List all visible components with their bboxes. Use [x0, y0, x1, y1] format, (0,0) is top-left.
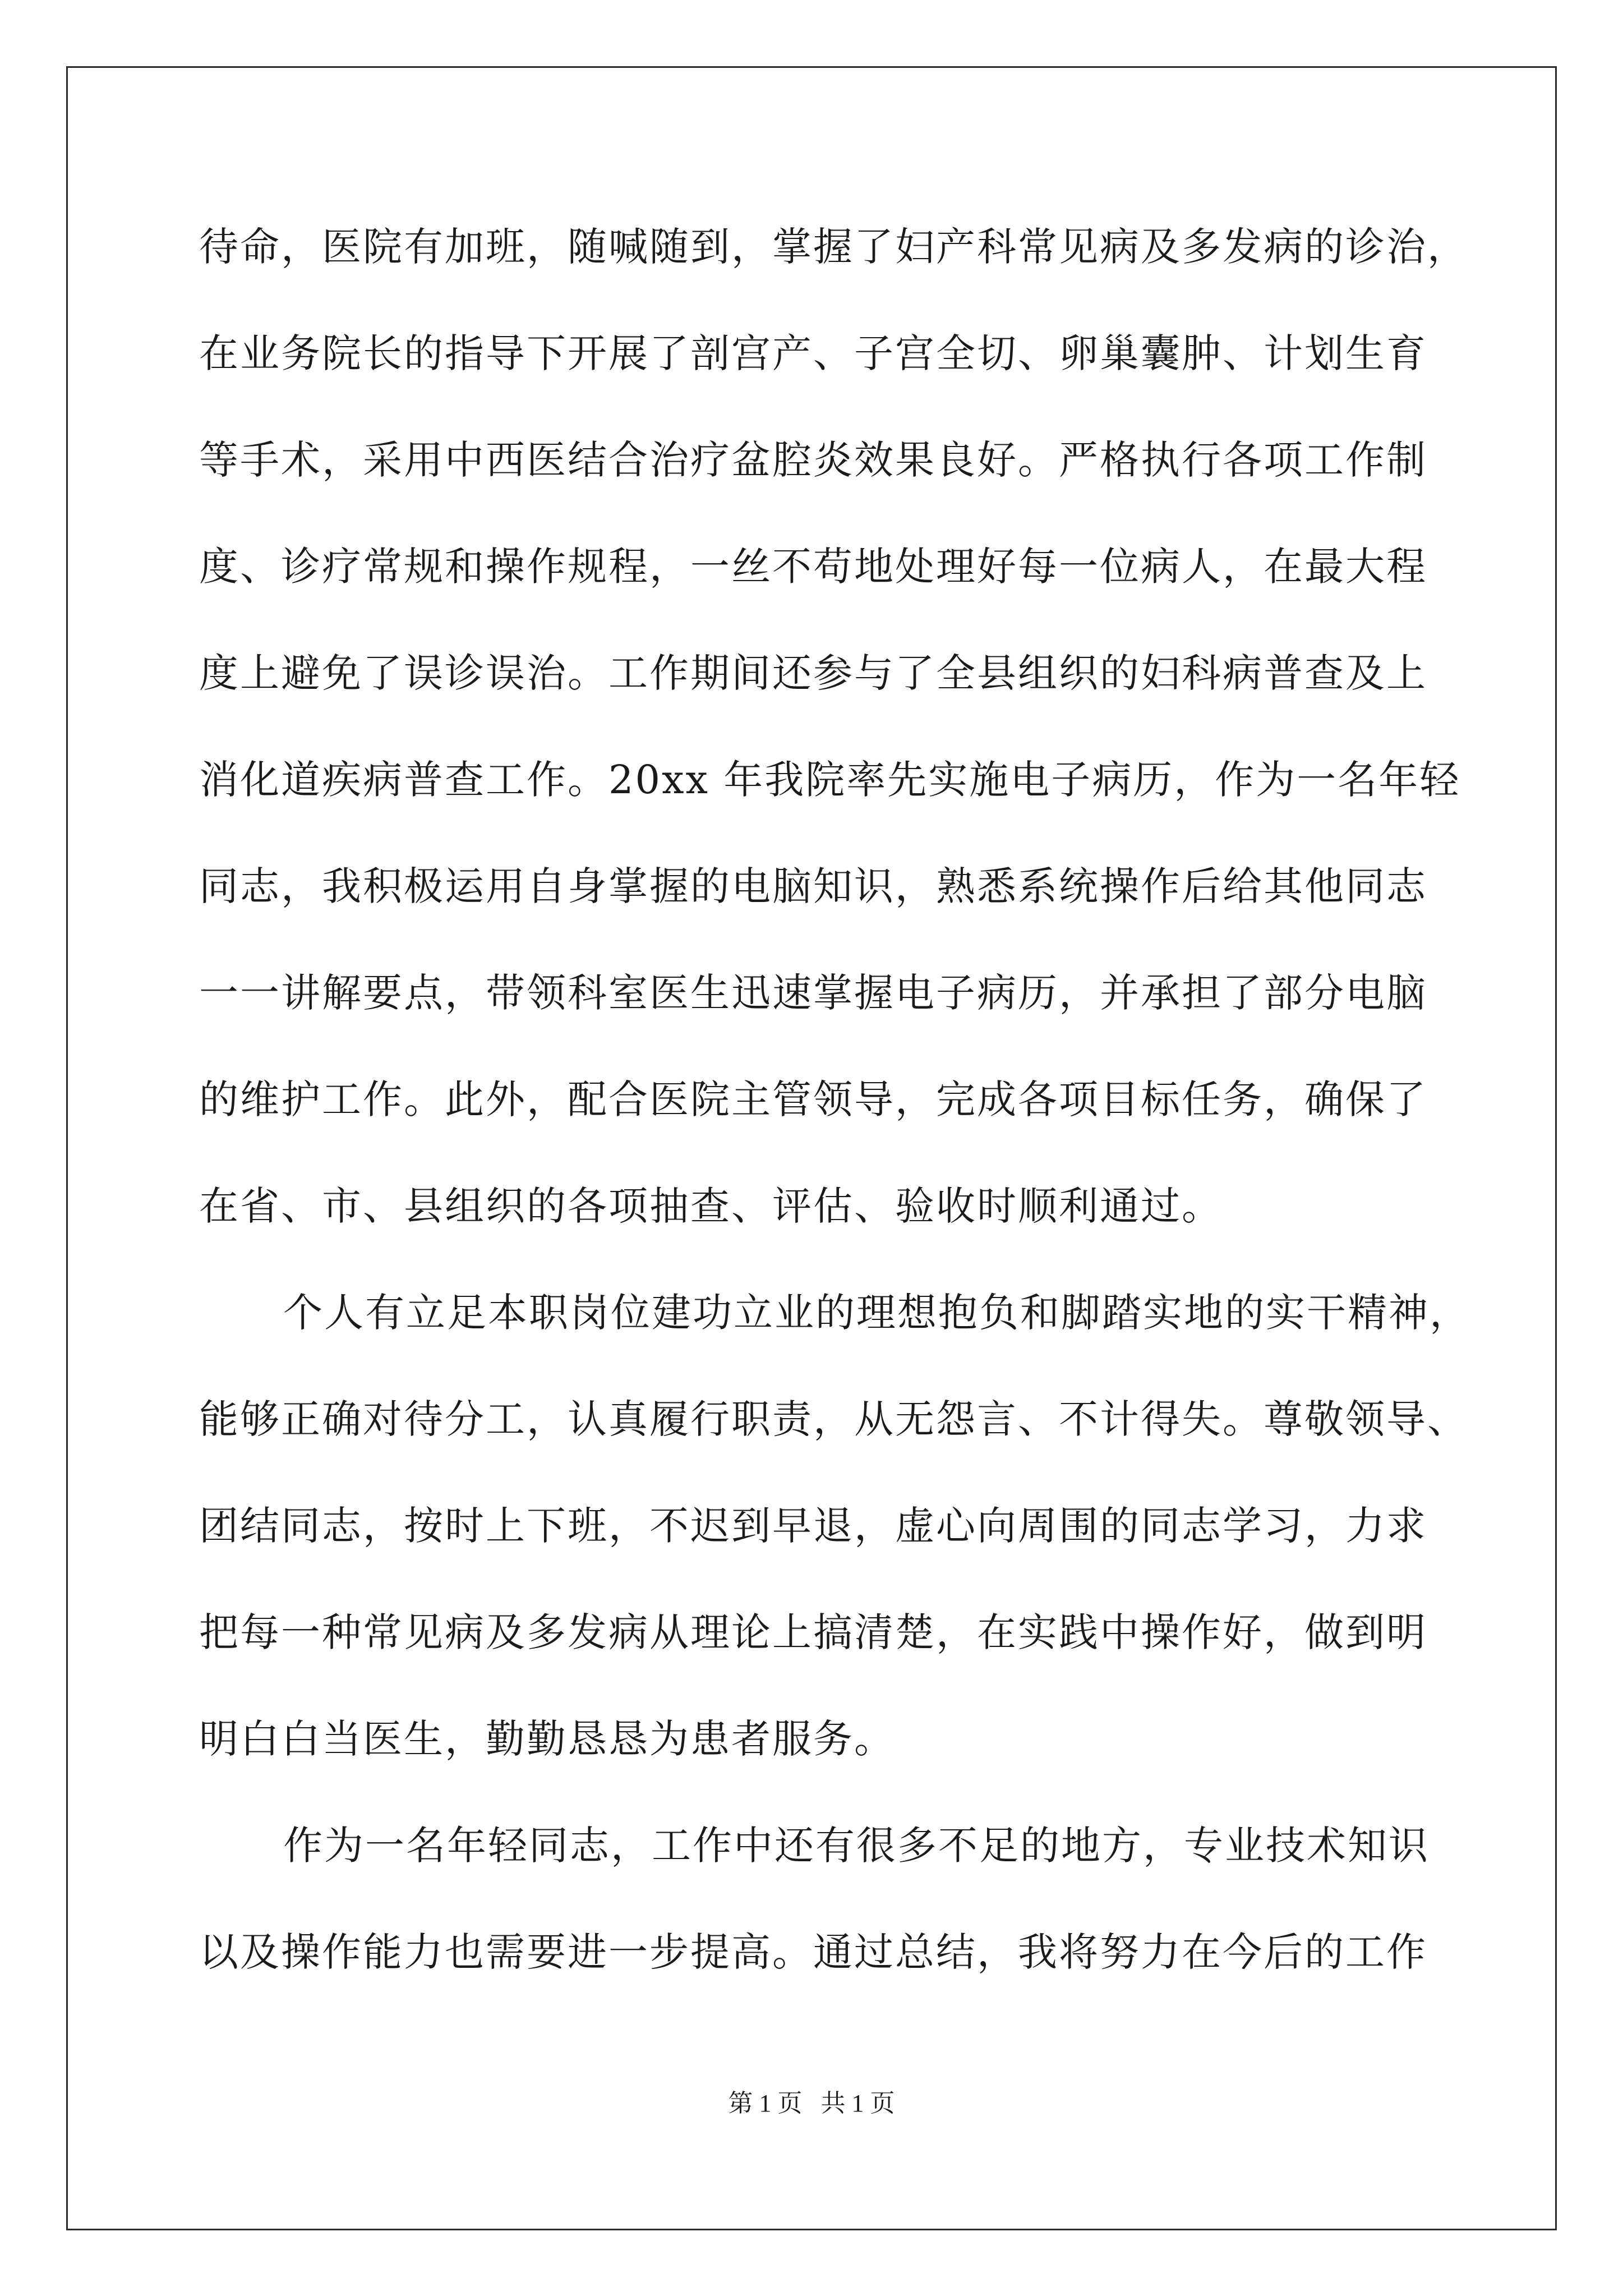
text-line: 在业务院长的指导下开展了剖宫产、子宫全切、卵巢囊肿、计划生育	[199, 330, 1427, 376]
paragraph-1	[199, 194, 1468, 1259]
paragraph-3	[199, 1792, 1433, 2005]
text-line: 度、诊疗常规和操作规程，一丝不苟地处理好每一位病人，在最大程	[199, 544, 1427, 590]
text-line: 把每一种常见病及多发病从理论上搞清楚，在实践中操作好，做到明	[199, 1609, 1427, 1655]
text-line: 个人有立足本职岗位建功立业的理想抱负和脚踏实地的实干精神，	[283, 1290, 1470, 1336]
page-footer	[0, 2087, 1623, 2120]
text-line: 明白白当医生，勤勤恳恳为患者服务。	[199, 1716, 895, 1762]
text-line: 以及操作能力也需要进一步提高。通过总结，我将努力在今后的工作	[199, 1929, 1427, 1975]
text-line: 的维护工作。此外，配合医院主管领导，完成各项目标任务，确保了	[199, 1076, 1427, 1122]
paragraph-2	[199, 1259, 1470, 1792]
text-line: 作为一名年轻同志，工作中还有很多不足的地方，专业技术知识	[283, 1823, 1430, 1869]
text-line: 同志，我积极运用自身掌握的电脑知识，熟悉系统操作后给其他同志	[199, 863, 1427, 909]
text-line: 在省、市、县组织的各项抽查、评估、验收时顺利通过。	[199, 1183, 1223, 1229]
text-line: 团结同志，按时上下班，不迟到早退，虚心向周围的同志学习，力求	[199, 1503, 1427, 1549]
text-line: 等手术，采用中西医结合治疗盆腔炎效果良好。严格执行各项工作制	[199, 437, 1427, 483]
text-line: 度上避免了误诊误治。工作期间还参与了全县组织的妇科病普查及上	[199, 650, 1427, 696]
page-number-label: 第 1 页 共 1 页	[728, 2090, 895, 2117]
document-body	[199, 194, 1470, 2005]
text-line: 消化道疾病普查工作。20xx 年我院率先实施电子病历，作为一名年轻	[199, 757, 1461, 803]
text-line: 能够正确对待分工，认真履行职责，从无怨言、不计得失。尊敬领导、	[199, 1396, 1468, 1442]
text-line: 待命，医院有加班，随喊随到，掌握了妇产科常见病及多发病的诊治，	[199, 224, 1468, 270]
text-line: 一一讲解要点，带领科室医生迅速掌握电子病历，并承担了部分电脑	[199, 970, 1427, 1016]
